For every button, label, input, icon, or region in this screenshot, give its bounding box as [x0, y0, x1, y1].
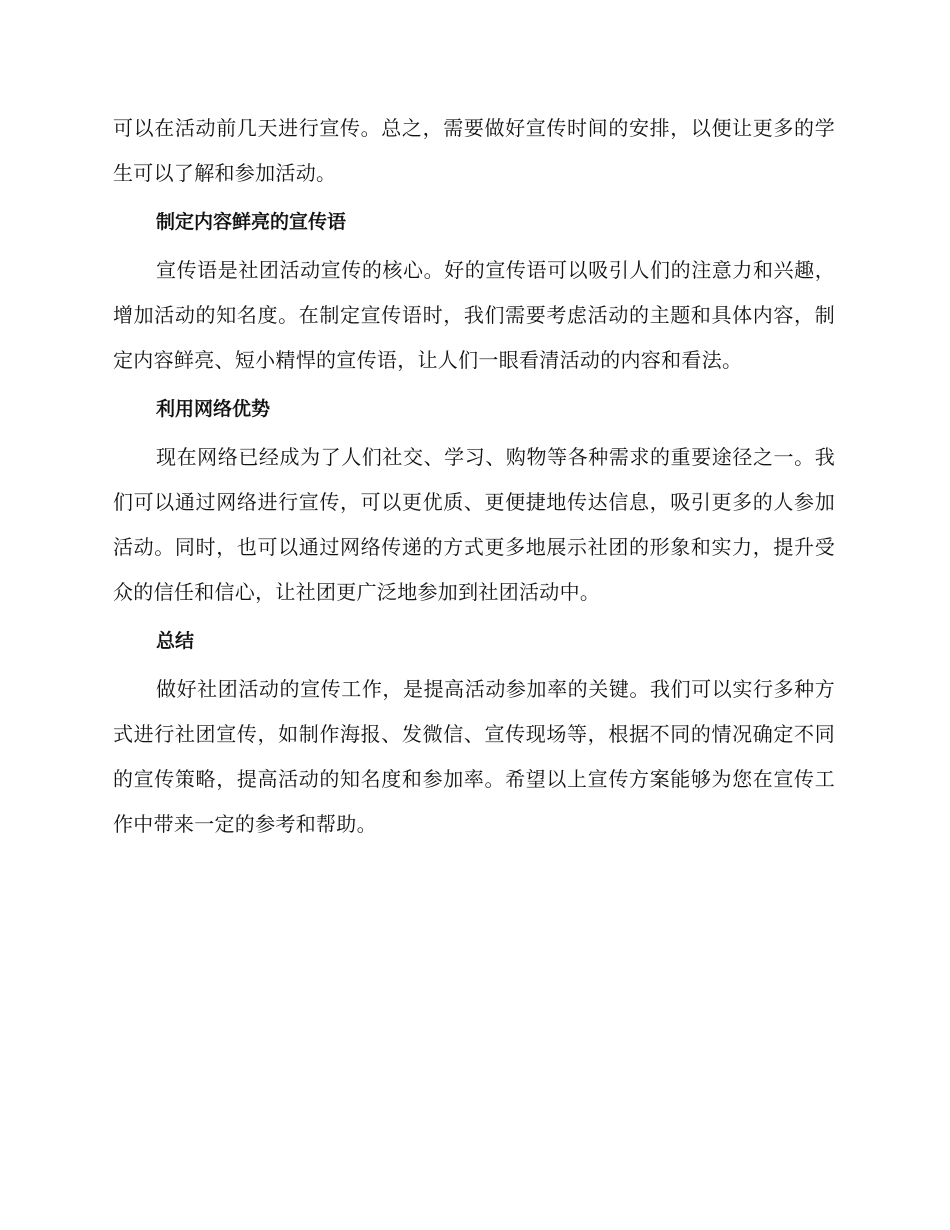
section-body-slogan: 宣传语是社团活动宣传的核心。好的宣传语可以吸引人们的注意力和兴趣，增加活动的知名度。在制定宣传语时，我们需要考虑活动的主题和具体内容，制定内容鲜亮、短小精悍的宣传语，让人们一眼看清活动的内容和看法。 — [113, 258, 835, 372]
section-heading-network: 利用网络优势 — [156, 398, 271, 420]
section-heading-summary: 总结 — [156, 630, 195, 652]
document-body — [113, 106, 835, 847]
section-heading-slogan: 制定内容鲜亮的宣传语 — [156, 211, 347, 233]
intro-paragraph: 可以在活动前几天进行宣传。总之，需要做好宣传时间的安排，以便让更多的学生可以了解和参加活动。 — [113, 116, 835, 185]
section-body-summary: 做好社团活动的宣传工作，是提高活动参加率的关键。我们可以实行多种方式进行社团宣传，如制作海报、发微信、宣传现场等，根据不同的情况确定不同的宣传策略，提高活动的知名度和参加率。希望以上宣传方案能够为您在宣传工作中带来一定的参考和帮助。 — [113, 677, 835, 836]
section-body-network: 现在网络已经成为了人们社交、学习、购物等各种需求的重要途径之一。我们可以通过网络进行宣传，可以更优质、更便捷地传达信息，吸引更多的人参加活动。同时，也可以通过网络传递的方式更多地展示社团的形象和实力，提升受众的信任和信心，让社团更广泛地参加到社团活动中。 — [113, 445, 835, 604]
